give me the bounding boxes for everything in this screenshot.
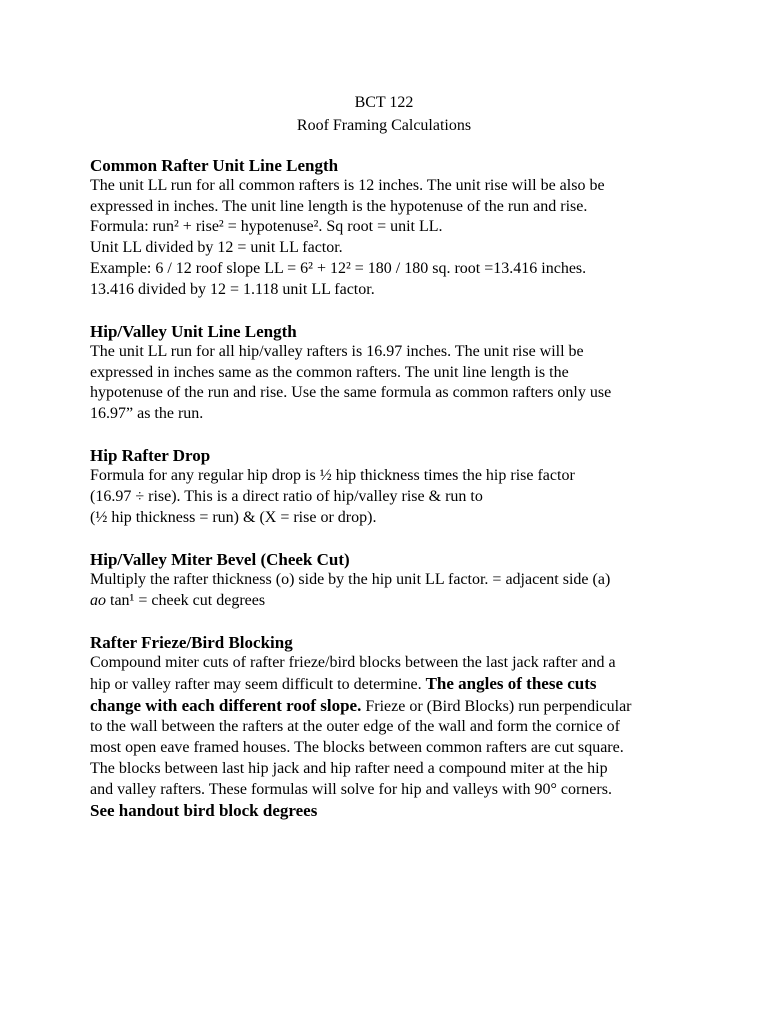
emphasis-text: The angles of these cuts	[425, 674, 597, 693]
paragraph-line: Compound miter cuts of rafter frieze/bird blocks between the last jack rafter and a	[90, 654, 616, 672]
paragraph-line: most open eave framed houses. The blocks between common rafters are cut square.	[90, 739, 624, 757]
document-body	[90, 155, 690, 821]
paragraph-line: The unit LL run for all hip/valley rafters is 16.97 inches. The unit rise will be	[90, 342, 584, 360]
section-hip-valley-ll	[90, 321, 690, 425]
paragraph-line: 16.97” as the run.	[90, 405, 204, 423]
section-heading: Hip Rafter Drop	[90, 446, 211, 466]
paragraph-line	[90, 674, 690, 696]
paragraph-line: Formula: run² + rise² = hypotenuse². Sq root = unit LL.	[90, 218, 443, 236]
paragraph-line: Multiply the rafter thickness (o) side by the hip unit LL factor. = adjacent side (a)	[90, 571, 611, 589]
paragraph-line: The unit LL run for all common rafters is 12 inches. The unit rise will be also be	[90, 177, 605, 194]
text-run: Frieze or (Bird Blocks) run perpendicular	[361, 697, 632, 715]
paragraph-line: expressed in inches same as the common rafters. The unit line length is the	[90, 363, 569, 381]
paragraph-line: hypotenuse of the run and rise. Use the same formula as common rafters only use	[90, 384, 612, 402]
section-miter-bevel	[90, 549, 690, 611]
paragraph-line: 13.416 divided by 12 = 1.118 unit LL factor.	[90, 280, 375, 298]
section-heading: Rafter Frieze/Bird Blocking	[90, 633, 293, 653]
paragraph-line: Example: 6 / 12 roof slope LL = 6² + 12² = 180 / 180 sq. root =13.416 inches.	[90, 259, 587, 277]
section-heading: Hip/Valley Miter Bevel (Cheek Cut)	[90, 550, 350, 570]
course-code: BCT 122	[354, 94, 414, 111]
paragraph-line: expressed in inches. The unit line length is the hypotenuse of the run and rise.	[90, 197, 588, 215]
text-run: hip or valley rafter may seem difficult to determine.	[90, 676, 426, 693]
formula-text: tan¹ = cheek cut degrees	[106, 591, 266, 609]
paragraph-line: Unit LL divided by 12 = unit LL factor.	[90, 239, 343, 257]
section-hip-rafter-drop	[90, 445, 690, 528]
emphasis-text: change with each different roof slope.	[90, 695, 362, 715]
paragraph-line: and valley rafters. These formulas will solve for hip and valleys with 90° corners.	[90, 780, 612, 798]
formula-variable: ao	[90, 591, 106, 609]
paragraph-line: to the wall between the rafters at the outer edge of the wall and form the cornice of	[90, 718, 620, 736]
section-bird-blocking	[90, 632, 690, 821]
closing-note: See handout bird block degrees	[90, 801, 318, 821]
paragraph-line	[90, 591, 690, 612]
document-title: Roof Framing Calculations	[296, 117, 472, 134]
paragraph-line	[90, 696, 690, 718]
section-heading: Common Rafter Unit Line Length	[90, 156, 339, 175]
section-heading: Hip/Valley Unit Line Length	[90, 321, 297, 341]
paragraph-line: (16.97 ÷ rise). This is a direct ratio of hip/valley rise & run to	[90, 488, 483, 506]
paragraph-line: The blocks between last hip jack and hip rafter need a compound miter at the hip	[90, 759, 608, 777]
section-common-rafter	[90, 155, 690, 300]
paragraph-line: (½ hip thickness = run) & (X = rise or drop).	[90, 508, 377, 526]
paragraph-line: Formula for any regular hip drop is ½ hip thickness times the hip rise factor	[90, 467, 575, 485]
